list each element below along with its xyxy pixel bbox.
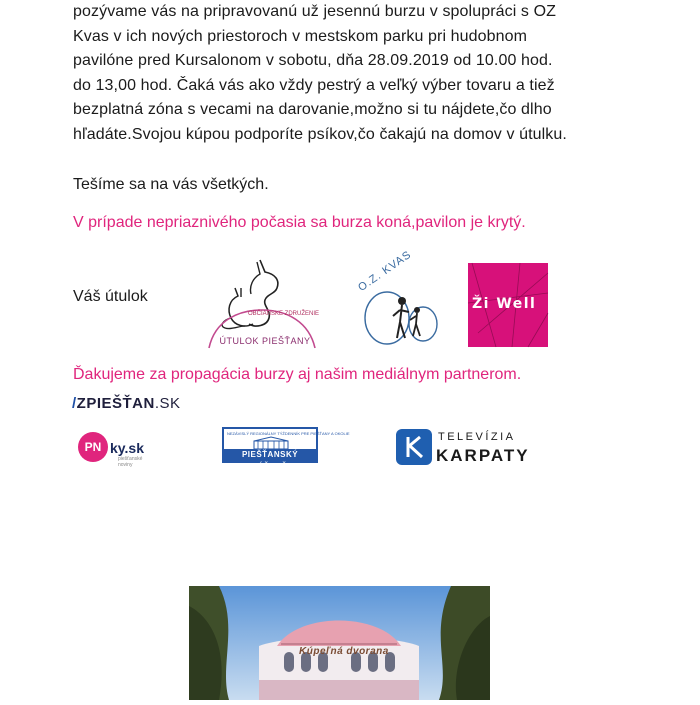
intro-paragraph [73,0,663,148]
kursalon-photo [189,586,490,700]
ziwell-logo [468,263,548,347]
kvas-logo [345,248,450,348]
shelter-name: ÚTULOK PIEŠŤANY [219,336,311,346]
shelter-badge: OBČIANSKE ZDRUŽENIE [248,311,320,317]
kvas-figures-icon [345,258,450,348]
intro-line: hľadáte.Svojou kúpou podporíte psíkov,čo čakajú na domov v útulku. [73,125,567,143]
greeting: Tešíme sa na vás všetkých. [73,176,269,193]
tv-name: KARPATY [436,446,530,465]
weather-note: V prípade nepriaznivého počasia sa burza koná,pavilon je krytý. [73,214,526,231]
tyzden-name: PIEŠŤANSKÝ TÝŽDEŇ [224,449,316,461]
tyzden-top: NEZÁVISLÝ REGIONÁLNY TÝŽDENNÍK PRE PIEŠŤANY A OKOLIE [227,431,350,436]
intro-line: pavilóne pred Kursalonom v sobotu, dňa 28.09.2019 od 10.00 hod. [73,52,553,70]
photo-caption: Kúpeľná dvorana [299,646,389,657]
zpiestan-slash: / [72,395,77,412]
zpiestan-suffix: .SK [154,395,181,412]
shelter-logo [205,254,320,354]
kvas-name: O.Z. KVAS [356,248,414,294]
intro-line: do 13,00 hod. Čaká vás ako vždy pestrý a veľký výber tovaru a tiež [73,76,555,94]
ziwell-name: Ži Well [472,296,537,312]
building-photo-illustration [189,586,490,700]
intro-line: bezplatná zóna s vecami na darovanie,možno si tu nájdete,čo dlho [73,101,552,119]
tv-k-icon [396,429,432,465]
building-icon [252,437,290,449]
pnky-mark: PN [78,432,108,462]
partners-thanks: Ďakujeme za propagácia burzy aj našim mediálnym partnerom. [73,366,522,383]
pnky-logo [78,432,156,466]
intro-line: Kvas v ich nových priestoroch v mestskom parku pri hudobnom [73,27,528,45]
signature: Váš útulok [73,288,148,305]
intro-line: pozývame vás na pripravovanú už jesennú burzu v spolupráci s OZ [73,3,556,20]
pnky-name: ky.sk [110,440,144,456]
zpiestan-logo [72,395,181,412]
zpiestan-name: ZPIEŠŤAN [76,395,155,412]
tv-karpaty-logo [396,429,541,467]
tv-label: TELEVÍZIA [438,431,516,443]
tyzden-logo [222,427,350,471]
pnky-sub: piešťanské noviny [118,456,143,468]
